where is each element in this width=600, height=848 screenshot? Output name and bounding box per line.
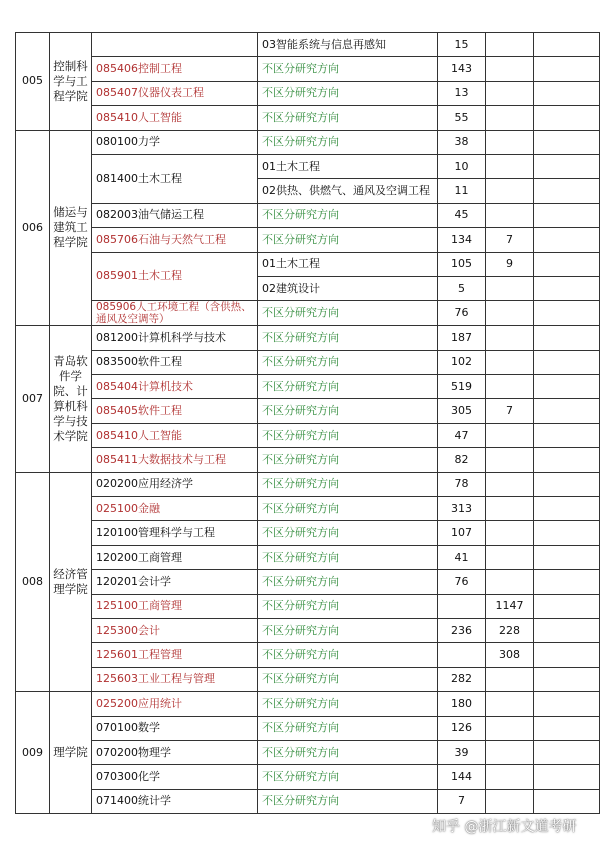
major-name: 080100力学: [92, 130, 258, 154]
research-direction: 不区分研究方向: [258, 789, 438, 813]
research-direction: 03智能系统与信息再感知: [258, 33, 438, 57]
blank-cell: [534, 350, 600, 374]
research-direction: 不区分研究方向: [258, 570, 438, 594]
major-name: 085901土木工程: [92, 252, 258, 301]
blank-cell: [534, 789, 600, 813]
extra-count-cell: [486, 497, 534, 521]
blank-cell: [534, 228, 600, 252]
research-direction: 不区分研究方向: [258, 618, 438, 642]
extra-count-cell: [486, 154, 534, 178]
research-direction: 不区分研究方向: [258, 692, 438, 716]
major-name: 125603工业工程与管理: [92, 667, 258, 691]
research-direction: 不区分研究方向: [258, 594, 438, 618]
count-cell: 10: [438, 154, 486, 178]
extra-count-cell: [486, 375, 534, 399]
college-code: 007: [16, 326, 50, 472]
table-row: [16, 789, 600, 813]
blank-cell: [534, 667, 600, 691]
major-name: 020200应用经济学: [92, 472, 258, 496]
college-code: 008: [16, 472, 50, 692]
blank-cell: [534, 106, 600, 130]
count-cell: 305: [438, 399, 486, 423]
count-cell: 13: [438, 81, 486, 105]
research-direction: 不区分研究方向: [258, 667, 438, 691]
table-row: [16, 521, 600, 545]
extra-count-cell: 1147: [486, 594, 534, 618]
extra-count-cell: [486, 203, 534, 227]
major-name: 085407仪器仪表工程: [92, 81, 258, 105]
table-row: [16, 740, 600, 764]
table-row: [16, 228, 600, 252]
count-cell: 7: [438, 789, 486, 813]
count-cell: 11: [438, 179, 486, 203]
research-direction: 不区分研究方向: [258, 545, 438, 569]
count-cell: 143: [438, 57, 486, 81]
major-name: 070200物理学: [92, 740, 258, 764]
count-cell: 76: [438, 570, 486, 594]
watermark: 知乎 @浙江新文道考研: [432, 819, 577, 835]
blank-cell: [534, 179, 600, 203]
research-direction: 不区分研究方向: [258, 228, 438, 252]
table-row: [16, 692, 600, 716]
count-cell: 180: [438, 692, 486, 716]
blank-cell: [534, 276, 600, 300]
table-row: [16, 203, 600, 227]
extra-count-cell: [486, 326, 534, 350]
research-direction: 不区分研究方向: [258, 716, 438, 740]
major-name: 085404计算机技术: [92, 375, 258, 399]
extra-count-cell: [486, 106, 534, 130]
count-cell: 187: [438, 326, 486, 350]
college-code: 005: [16, 33, 50, 131]
table-row: [16, 326, 600, 350]
college-name: 理学院: [50, 692, 92, 814]
research-direction: 不区分研究方向: [258, 740, 438, 764]
blank-cell: [534, 570, 600, 594]
research-direction: 不区分研究方向: [258, 57, 438, 81]
count-cell: [438, 643, 486, 667]
count-cell: 313: [438, 497, 486, 521]
blank-cell: [534, 716, 600, 740]
research-direction: 不区分研究方向: [258, 497, 438, 521]
research-direction: 不区分研究方向: [258, 81, 438, 105]
research-direction: 不区分研究方向: [258, 203, 438, 227]
extra-count-cell: [486, 179, 534, 203]
research-direction: 不区分研究方向: [258, 423, 438, 447]
major-name: 071400统计学: [92, 789, 258, 813]
research-direction: 不区分研究方向: [258, 375, 438, 399]
count-cell: 55: [438, 106, 486, 130]
table-row: [16, 252, 600, 276]
blank-cell: [534, 521, 600, 545]
major-name: 085410人工智能: [92, 106, 258, 130]
blank-cell: [534, 472, 600, 496]
college-code: 006: [16, 130, 50, 326]
extra-count-cell: [486, 33, 534, 57]
table-row: [16, 301, 600, 326]
major-name: 081200计算机科学与技术: [92, 326, 258, 350]
blank-cell: [534, 252, 600, 276]
blank-cell: [534, 399, 600, 423]
count-cell: 5: [438, 276, 486, 300]
count-cell: 102: [438, 350, 486, 374]
major-name: [92, 33, 258, 57]
blank-cell: [534, 740, 600, 764]
count-cell: 236: [438, 618, 486, 642]
major-name: 085411大数据技术与工程: [92, 448, 258, 472]
extra-count-cell: [486, 667, 534, 691]
blank-cell: [534, 326, 600, 350]
blank-cell: [534, 301, 600, 326]
blank-cell: [534, 448, 600, 472]
count-cell: 519: [438, 375, 486, 399]
blank-cell: [534, 545, 600, 569]
research-direction: 01土木工程: [258, 154, 438, 178]
table-row: [16, 716, 600, 740]
count-cell: 15: [438, 33, 486, 57]
blank-cell: [534, 594, 600, 618]
research-direction: 不区分研究方向: [258, 399, 438, 423]
research-direction: 不区分研究方向: [258, 106, 438, 130]
research-direction: 不区分研究方向: [258, 521, 438, 545]
extra-count-cell: [486, 716, 534, 740]
college-name: 经济管理学院: [50, 472, 92, 692]
major-name: 125100工商管理: [92, 594, 258, 618]
major-name: 081400土木工程: [92, 154, 258, 203]
college-name: 储运与建筑工程学院: [50, 130, 92, 326]
research-direction: 不区分研究方向: [258, 765, 438, 789]
table-row: [16, 106, 600, 130]
count-cell: 78: [438, 472, 486, 496]
extra-count-cell: [486, 521, 534, 545]
major-name: 085406控制工程: [92, 57, 258, 81]
extra-count-cell: [486, 57, 534, 81]
major-name: 125300会计: [92, 618, 258, 642]
blank-cell: [534, 765, 600, 789]
major-name: 070100数学: [92, 716, 258, 740]
table-row: [16, 399, 600, 423]
table-row: [16, 33, 600, 57]
blank-cell: [534, 692, 600, 716]
college-name: 青岛软件学院、计算机科学与技术学院: [50, 326, 92, 472]
major-name: 082003油气储运工程: [92, 203, 258, 227]
extra-count-cell: [486, 448, 534, 472]
blank-cell: [534, 154, 600, 178]
table-row: [16, 765, 600, 789]
count-cell: 105: [438, 252, 486, 276]
major-name: 085405软件工程: [92, 399, 258, 423]
extra-count-cell: 7: [486, 228, 534, 252]
major-name: 025100金融: [92, 497, 258, 521]
research-direction: 不区分研究方向: [258, 130, 438, 154]
extra-count-cell: [486, 130, 534, 154]
extra-count-cell: [486, 350, 534, 374]
research-direction: 不区分研究方向: [258, 350, 438, 374]
research-direction: 02建筑设计: [258, 276, 438, 300]
table-row: [16, 375, 600, 399]
count-cell: 107: [438, 521, 486, 545]
table-row: [16, 643, 600, 667]
major-name: 085410人工智能: [92, 423, 258, 447]
extra-count-cell: [486, 423, 534, 447]
blank-cell: [534, 618, 600, 642]
admissions-table: [15, 32, 600, 814]
major-name: 025200应用统计: [92, 692, 258, 716]
extra-count-cell: 228: [486, 618, 534, 642]
research-direction: 02供热、供燃气、通风及空调工程: [258, 179, 438, 203]
table-row: [16, 497, 600, 521]
college-code: 009: [16, 692, 50, 814]
table-row: [16, 448, 600, 472]
extra-count-cell: [486, 276, 534, 300]
research-direction: 不区分研究方向: [258, 643, 438, 667]
extra-count-cell: [486, 692, 534, 716]
table-row: [16, 618, 600, 642]
major-name: 120201会计学: [92, 570, 258, 594]
count-cell: 126: [438, 716, 486, 740]
table-row: [16, 594, 600, 618]
table-row: [16, 423, 600, 447]
table-row: [16, 472, 600, 496]
count-cell: 41: [438, 545, 486, 569]
count-cell: 282: [438, 667, 486, 691]
table-row: [16, 545, 600, 569]
table-row: [16, 667, 600, 691]
blank-cell: [534, 203, 600, 227]
count-cell: 144: [438, 765, 486, 789]
table-row: [16, 154, 600, 178]
blank-cell: [534, 643, 600, 667]
blank-cell: [534, 130, 600, 154]
major-name: 120200工商管理: [92, 545, 258, 569]
extra-count-cell: [486, 301, 534, 326]
count-cell: 47: [438, 423, 486, 447]
major-name: 085906人工环境工程（含供热、通风及空调等）: [92, 301, 258, 326]
extra-count-cell: [486, 570, 534, 594]
major-name: 070300化学: [92, 765, 258, 789]
blank-cell: [534, 33, 600, 57]
count-cell: 76: [438, 301, 486, 326]
major-name: 125601工程管理: [92, 643, 258, 667]
extra-count-cell: 7: [486, 399, 534, 423]
major-name: 120100管理科学与工程: [92, 521, 258, 545]
extra-count-cell: [486, 472, 534, 496]
count-cell: 38: [438, 130, 486, 154]
major-name: 085706石油与天然气工程: [92, 228, 258, 252]
research-direction: 01土木工程: [258, 252, 438, 276]
extra-count-cell: 308: [486, 643, 534, 667]
blank-cell: [534, 375, 600, 399]
count-cell: 134: [438, 228, 486, 252]
blank-cell: [534, 57, 600, 81]
table-row: [16, 81, 600, 105]
table-row: [16, 130, 600, 154]
college-name: 控制科学与工程学院: [50, 33, 92, 131]
extra-count-cell: [486, 765, 534, 789]
research-direction: 不区分研究方向: [258, 326, 438, 350]
research-direction: 不区分研究方向: [258, 301, 438, 326]
research-direction: 不区分研究方向: [258, 472, 438, 496]
table-row: [16, 350, 600, 374]
extra-count-cell: [486, 789, 534, 813]
blank-cell: [534, 423, 600, 447]
blank-cell: [534, 497, 600, 521]
extra-count-cell: [486, 740, 534, 764]
count-cell: 45: [438, 203, 486, 227]
count-cell: 39: [438, 740, 486, 764]
count-cell: 82: [438, 448, 486, 472]
table-row: [16, 57, 600, 81]
extra-count-cell: [486, 545, 534, 569]
extra-count-cell: [486, 81, 534, 105]
blank-cell: [534, 81, 600, 105]
count-cell: [438, 594, 486, 618]
major-name: 083500软件工程: [92, 350, 258, 374]
research-direction: 不区分研究方向: [258, 448, 438, 472]
table-row: [16, 570, 600, 594]
extra-count-cell: 9: [486, 252, 534, 276]
